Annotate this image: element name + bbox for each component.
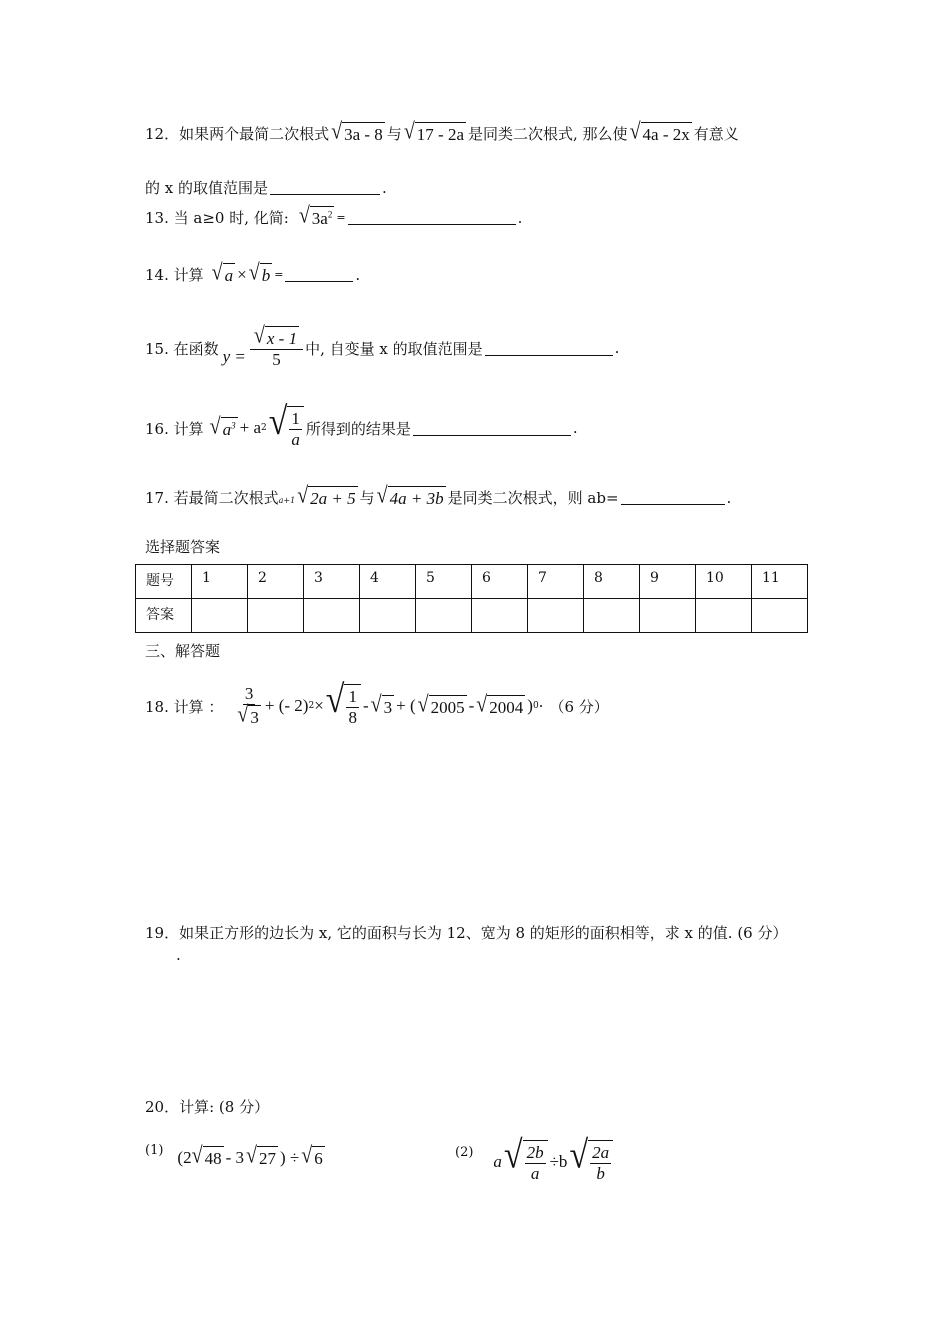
question-19-dot: .: [176, 946, 181, 964]
table-cell: 1: [192, 565, 248, 599]
q18-dot: ·: [538, 697, 544, 715]
part-1-label: (1): [145, 1143, 164, 1158]
q12-text-4: 的 x 的取值范围是: [145, 179, 268, 197]
q17-text: 17. 若最简二次根式: [145, 489, 279, 507]
q18-paren-close: ): [527, 696, 533, 715]
q12-text-2: 是同类二次根式, 那么使: [468, 125, 628, 143]
radical-3a-squared: √ $3a^2$: [298, 203, 333, 229]
answer-cell[interactable]: [248, 599, 304, 633]
question-18: [145, 678, 609, 728]
q13-end: .: [517, 208, 523, 227]
q12-and: 与: [386, 125, 402, 143]
radical-4a-3b: √ 4a + 3b: [376, 483, 444, 509]
radical-2a-5: √ 2a + 5: [297, 483, 356, 509]
radical-4a-2x: √ 4a - 2x: [629, 119, 690, 145]
q18-times: ×: [314, 696, 324, 715]
answer-blank-16[interactable]: [413, 421, 571, 436]
question-20-title: 20．计算: (8 分）: [145, 1098, 270, 1116]
radical-1-over-a: √ $\frac{1}{a}$: [269, 406, 304, 450]
q15-text-2: 中, 自变量 x 的取值范围是: [305, 339, 483, 358]
q16-plus-a: + a: [239, 418, 261, 437]
table-cell: 5: [416, 565, 472, 599]
answer-table-caption: 选择题答案: [145, 538, 221, 556]
q18-minus: -: [362, 696, 369, 715]
q18-paren-open: + (: [396, 696, 416, 715]
q18-minus-2: -: [468, 696, 475, 715]
q12-end: .: [382, 178, 387, 197]
q12-text: 12．如果两个最简二次根式: [145, 125, 330, 143]
table-cell: 6: [472, 565, 528, 599]
fraction-sqrt-x-1-over-5: √ x - 1 5: [250, 326, 303, 370]
p1-minus: - 3: [225, 1147, 244, 1167]
question-15: [145, 323, 620, 370]
question-14: [145, 260, 361, 286]
table-cell: 11: [752, 565, 808, 599]
q16-exp: 2: [261, 423, 267, 433]
q15-y: y =: [222, 347, 246, 366]
question-16: [145, 400, 578, 450]
answer-blank-17[interactable]: [621, 490, 725, 505]
question-20-part-2: [455, 1134, 615, 1184]
radical-a: √ a: [211, 260, 234, 286]
answer-cell[interactable]: [472, 599, 528, 633]
question-13: [145, 203, 523, 229]
q18-term-2: + (- 2): [264, 696, 309, 715]
question-20-part-1: [145, 1143, 327, 1169]
q17-end: .: [726, 488, 732, 507]
table-row-answers: [136, 599, 808, 633]
question-12-line-1: [145, 119, 739, 145]
radical-48: √ 48: [191, 1143, 222, 1169]
answer-blank-13[interactable]: [348, 210, 516, 225]
radical-2b-over-a: √ $\frac{2b}{a}$: [504, 1140, 548, 1184]
question-17: [145, 483, 732, 509]
answer-blank-14[interactable]: [285, 267, 353, 282]
answer-cell[interactable]: [360, 599, 416, 633]
q18-score: （6 分）: [549, 697, 609, 716]
p1-close-divide: ) ÷: [279, 1147, 300, 1167]
radical-b: √ b: [248, 260, 271, 286]
answer-cell[interactable]: [752, 599, 808, 633]
answer-cell[interactable]: [696, 599, 752, 633]
part-2-label: (2): [455, 1144, 474, 1160]
q18-exp-2: 2: [308, 701, 315, 711]
table-cell: 题号: [136, 565, 192, 599]
answer-blank-15[interactable]: [485, 341, 613, 356]
q13-text: 13. 当 a≥0 时, 化简:: [145, 209, 289, 227]
q14-end: .: [355, 265, 361, 284]
answer-table: [135, 564, 808, 633]
radical-27: √ 27: [246, 1143, 276, 1169]
q16-end: .: [572, 419, 578, 437]
answer-cell[interactable]: [192, 599, 248, 633]
radical-2a-over-b: √ $\frac{2a}{b}$: [569, 1140, 613, 1184]
table-row-header: [136, 565, 808, 599]
q18-exp-0: 0: [532, 701, 539, 711]
q16-text: 16. 计算: [145, 419, 204, 438]
answer-cell[interactable]: [416, 599, 472, 633]
table-cell: 8: [584, 565, 640, 599]
answer-cell[interactable]: [528, 599, 584, 633]
table-cell: 3: [304, 565, 360, 599]
question-12-line-2: [145, 177, 387, 198]
table-cell: 9: [640, 565, 696, 599]
q17-and: 与: [359, 489, 375, 507]
answer-cell[interactable]: [584, 599, 640, 633]
answer-cell[interactable]: [304, 599, 360, 633]
radical-a-cubed: √ $a^3$: [209, 413, 236, 439]
radical-3: √ 3: [370, 691, 393, 717]
table-cell: 10: [696, 565, 752, 599]
answer-blank-12[interactable]: [270, 180, 380, 195]
q15-end: .: [614, 339, 620, 357]
radical-2004: √ 2004: [476, 691, 524, 717]
radical-3a-8: √ 3a - 8: [331, 119, 383, 145]
question-19: 19．如果正方形的边长为 x, 它的面积与长为 12、宽为 8 的矩形的面积相等，求 x 的值. (6 分）: [145, 924, 788, 942]
answer-cell[interactable]: [640, 599, 696, 633]
p2-divide-b: ÷b: [549, 1152, 568, 1171]
section-title: 三、解答题: [145, 642, 221, 660]
q14-times: ×: [237, 264, 247, 284]
q17-text-2: 是同类二次根式，则 ab=: [447, 489, 619, 507]
radical-17-2a: √ 17 - 2a: [403, 119, 465, 145]
q17-root-index: a+1: [278, 496, 296, 505]
q15-text: 15. 在函数: [145, 339, 219, 358]
table-cell: 2: [248, 565, 304, 599]
q14-eq: =: [274, 268, 284, 281]
table-cell: 答案: [136, 599, 192, 633]
q12-text-3: 有意义: [693, 125, 739, 143]
q16-text-2: 所得到的结果是: [305, 419, 411, 438]
radical-2005: √ 2005: [417, 691, 465, 717]
radical-1-over-8: √ $\frac{1}{8}$: [326, 684, 361, 728]
p1-open: (2: [177, 1147, 192, 1167]
q13-eq: =: [336, 211, 346, 224]
table-cell: 7: [528, 565, 584, 599]
radical-6: √ 6: [301, 1143, 323, 1169]
fraction-3-over-sqrt3: 3 √ 3: [237, 684, 259, 728]
q14-text: 14. 计算: [145, 266, 204, 284]
q18-text: 18. 计算 ：: [145, 697, 224, 716]
table-cell: 4: [360, 565, 416, 599]
p2-a: a: [493, 1152, 502, 1171]
